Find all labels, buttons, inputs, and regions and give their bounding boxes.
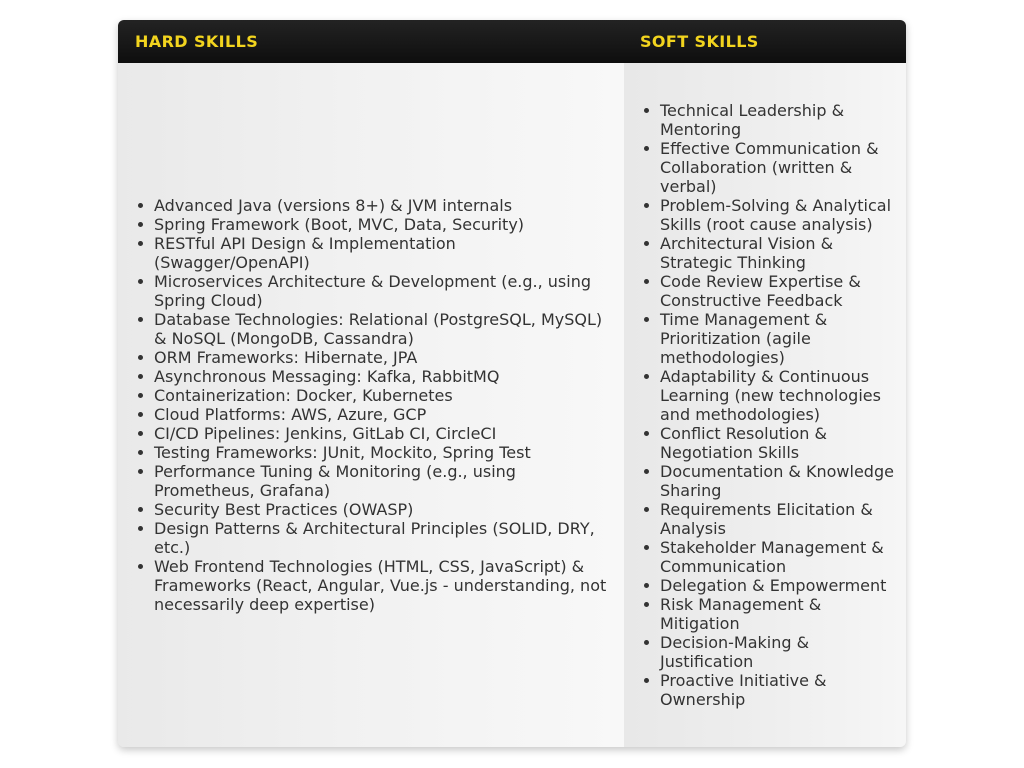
soft-skills-heading: SOFT SKILLS bbox=[640, 32, 759, 51]
hard-skills-column bbox=[118, 63, 624, 747]
list-item: Cloud Platforms: AWS, Azure, GCP bbox=[118, 405, 610, 424]
soft-skills-list bbox=[624, 101, 896, 709]
list-item: RESTful API Design & Implementation (Swagger/OpenAPI) bbox=[118, 234, 610, 272]
list-item: Stakeholder Management & Communication bbox=[624, 538, 896, 576]
list-item: CI/CD Pipelines: Jenkins, GitLab CI, CircleCI bbox=[118, 424, 610, 443]
list-item: Database Technologies: Relational (PostgreSQL, MySQL) & NoSQL (MongoDB, Cassandra) bbox=[118, 310, 610, 348]
list-item: Architectural Vision & Strategic Thinking bbox=[624, 234, 896, 272]
list-item: Delegation & Empowerment bbox=[624, 576, 896, 595]
list-item: Risk Management & Mitigation bbox=[624, 595, 896, 633]
hard-skills-list bbox=[118, 196, 610, 614]
list-item: Adaptability & Continuous Learning (new technologies and methodologies) bbox=[624, 367, 896, 424]
list-item: Problem-Solving & Analytical Skills (root cause analysis) bbox=[624, 196, 896, 234]
list-item: Code Review Expertise & Constructive Feedback bbox=[624, 272, 896, 310]
list-item: Testing Frameworks: JUnit, Mockito, Spring Test bbox=[118, 443, 610, 462]
list-item: Effective Communication & Collaboration (written & verbal) bbox=[624, 139, 896, 196]
list-item: Microservices Architecture & Development (e.g., using Spring Cloud) bbox=[118, 272, 610, 310]
list-item: ORM Frameworks: Hibernate, JPA bbox=[118, 348, 610, 367]
list-item: Security Best Practices (OWASP) bbox=[118, 500, 610, 519]
table-header bbox=[118, 20, 906, 63]
list-item: Design Patterns & Architectural Principles (SOLID, DRY, etc.) bbox=[118, 519, 610, 557]
list-item: Spring Framework (Boot, MVC, Data, Security) bbox=[118, 215, 610, 234]
soft-skills-column bbox=[624, 63, 906, 747]
skills-table bbox=[118, 20, 906, 747]
list-item: Performance Tuning & Monitoring (e.g., using Prometheus, Grafana) bbox=[118, 462, 610, 500]
list-item: Documentation & Knowledge Sharing bbox=[624, 462, 896, 500]
list-item: Requirements Elicitation & Analysis bbox=[624, 500, 896, 538]
list-item: Asynchronous Messaging: Kafka, RabbitMQ bbox=[118, 367, 610, 386]
hard-skills-heading: HARD SKILLS bbox=[135, 32, 259, 51]
list-item: Containerization: Docker, Kubernetes bbox=[118, 386, 610, 405]
list-item: Conflict Resolution & Negotiation Skills bbox=[624, 424, 896, 462]
list-item: Technical Leadership & Mentoring bbox=[624, 101, 896, 139]
list-item: Decision-Making & Justification bbox=[624, 633, 896, 671]
list-item: Web Frontend Technologies (HTML, CSS, JavaScript) & Frameworks (React, Angular, Vue.js - understanding, not necessarily deep expertise) bbox=[118, 557, 610, 614]
list-item: Time Management & Prioritization (agile methodologies) bbox=[624, 310, 896, 367]
list-item: Proactive Initiative & Ownership bbox=[624, 671, 896, 709]
list-item: Advanced Java (versions 8+) & JVM internals bbox=[118, 196, 610, 215]
